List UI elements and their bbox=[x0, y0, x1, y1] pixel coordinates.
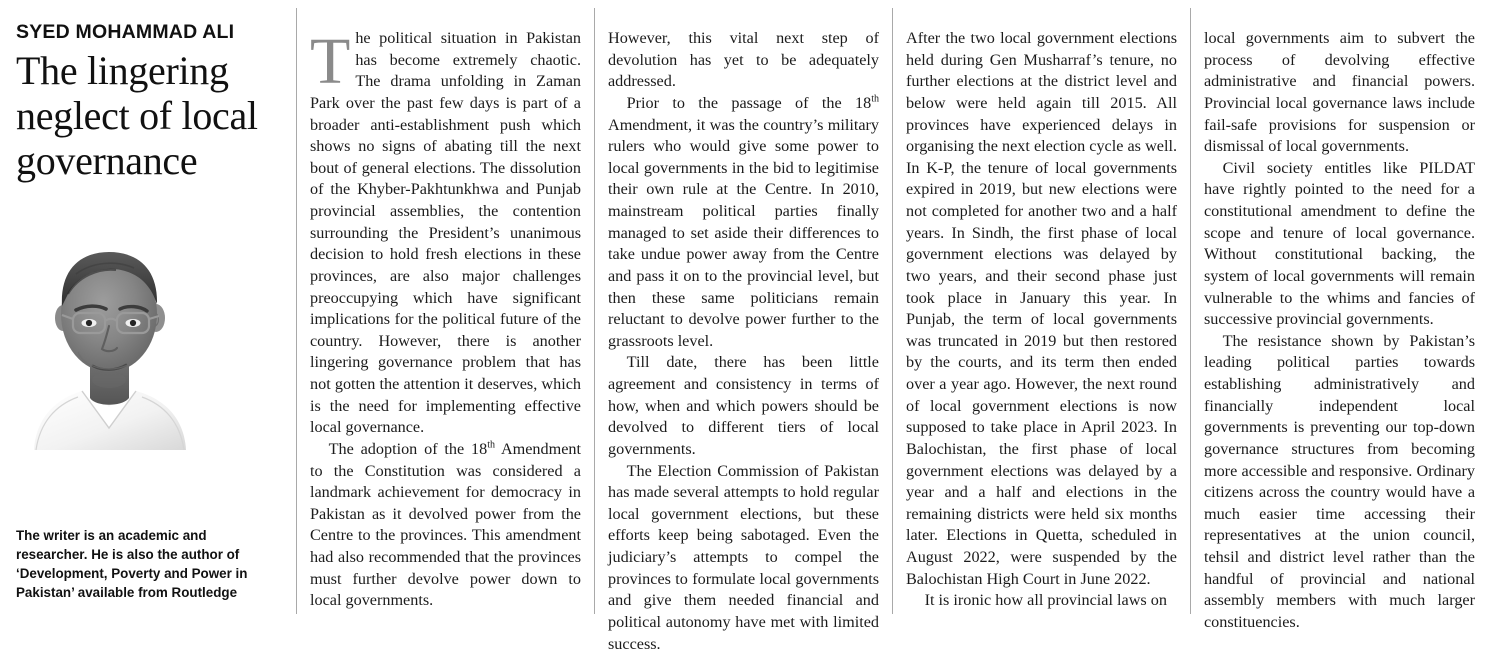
paragraph: Civil society entitles like PILDAT have rightly pointed to the need for a constitutional amendment to define the scope and tenure of local governance. Without constitutional backing, the system of local governments will remain vulnerable to the whims and fancies of successive provincial governments. bbox=[1204, 158, 1475, 331]
paragraph: It is ironic how all provincial laws on bbox=[906, 590, 1177, 612]
paragraph: Till date, there has been little agreement and consistency in terms of how, when and which powers should be devolved to different tiers of local governments. bbox=[608, 352, 879, 460]
author-bio: The writer is an academic and researcher. He is also the author of ‘Development, Poverty and Power in Pakistan’ available from Routledge bbox=[16, 526, 268, 608]
paragraph: After the two local government elections held during Gen Musharraf’s tenure, no further elections at the district level and below were held again till 2015. All provinces have experienced delays in organising the next election cycle as well. In K-P, the tenure of local governments expired in 2019, but new elections were not completed for another two and a half years. In Sindh, the first phase of local government elections was delayed by two years, and their second phase just took place in January this year. In Punjab, the term of local governments was truncated in 2019 but then restored by the courts, and its term then ended over a year ago. However, the next round of local government elections is now supposed to take place in April 2023. In Balochistan, the first phase of local government elections was delayed by a year and a half and elections in the remaining districts were held six months later. Elections in Quetta, scheduled in August 2022, were suspended by the Balochistan High Court in June 2022. bbox=[906, 28, 1177, 590]
paragraph: The political situation in Pakistan has become extremely chaotic. The drama unfolding in Zaman Park over the past few days is part of a broader anti-establishment push which shows no signs of abating till the next bout of general elections. The dissolution of the Khyber-Pakhtunkhwa and Punjab provincial assemblies, the contention surrounding the President’s unanimous decision to hold fresh elections in these provinces, are also major challenges preoccupying which have significant implications for the political future of the country. However, there is another lingering governance problem that has not gotten the attention it deserves, which is the need for implementing effective local governance. bbox=[310, 28, 581, 439]
article-column-3 bbox=[892, 0, 1190, 616]
paragraph-text-before-superscript: The adoption of the 18 bbox=[329, 440, 488, 458]
paragraph-text-before-superscript: Prior to the passage of the 18 bbox=[627, 94, 872, 112]
article-body bbox=[296, 0, 1488, 616]
paragraph-text-after-superscript: Amendment, it was the country’s military rulers who would give some power to local governments in the bid to legitimise their own rule at the Centre. In 2010, mainstream political parties finally managed to set aside their differences to take undue power away from the Centre and pass it on to the provincial level, but then these same politicians remain reluctant to devolve power further to the grassroots level. bbox=[608, 116, 879, 350]
paragraph: The Election Commission of Pakistan has made several attempts to hold regular local government elections, but these efforts keep being sabotaged. Even the judiciary’s attempts to compel the provinces to formulate local governments and give them needed financial and political autonomy have met with limited success. bbox=[608, 461, 879, 655]
ordinal-superscript: th bbox=[871, 93, 879, 104]
paragraph bbox=[608, 93, 879, 353]
article-column-1 bbox=[296, 0, 594, 616]
paragraph: local governments aim to subvert the process of devolving effective administrative and financial powers. Provincial local governance laws include fail-safe provisions for suspension or dismissal of local governments. bbox=[1204, 28, 1475, 158]
author-byline: SYED MOHAMMAD ALI bbox=[16, 22, 274, 43]
article-sidebar bbox=[0, 0, 296, 616]
paragraph: The resistance shown by Pakistan’s leading political parties towards establishing administratively and financially independent local governments is preventing our top-down governance structures from becoming more accessible and responsive. Ordinary citizens across the country would have a much easier time accessing their representatives at the union council, tehsil and district level rather than the handful of provincial and national assembly members with much larger constituencies. bbox=[1204, 331, 1475, 634]
ordinal-superscript: th bbox=[487, 439, 495, 450]
article-column-2 bbox=[594, 0, 892, 616]
page-title: The lingering neglect of local governance bbox=[16, 49, 274, 183]
avatar bbox=[16, 202, 202, 450]
paragraph: However, this vital next step of devolution has yet to be adequately addressed. bbox=[608, 28, 879, 93]
paragraph-text-after-superscript: Amendment to the Constitution was considered a landmark achievement for democracy in Pakistan as it devolved power from the Centre to the provinces. This amendment had also recommended that the provinces must further devolve power down to local governments. bbox=[310, 440, 581, 609]
author-portrait-image bbox=[16, 202, 202, 450]
paragraph bbox=[310, 439, 581, 612]
article-column-4 bbox=[1190, 0, 1488, 616]
